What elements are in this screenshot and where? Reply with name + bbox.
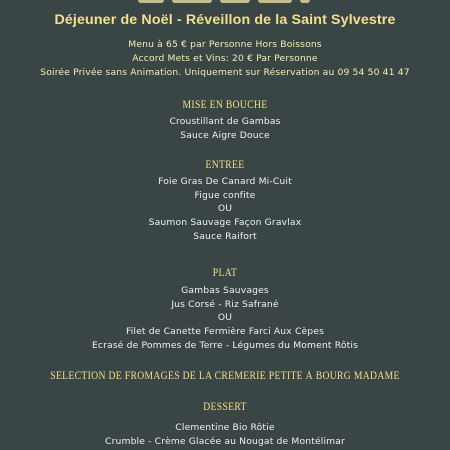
menu-item: Sauce Raifort bbox=[193, 231, 257, 242]
top-decoration-mark bbox=[300, 0, 310, 3]
reservation-notice: Soirée Privée sans Animation. Uniquement sur Réservation au 09 54 50 41 47 bbox=[40, 67, 410, 78]
section-title-mise-en-bouche: MISE EN BOUCHE bbox=[182, 99, 268, 111]
price-line: Menu à 65 € par Personne Hors Boissons bbox=[128, 39, 322, 50]
wine-pairing-line: Accord Mets et Vins: 20 € Par Personne bbox=[132, 53, 318, 64]
menu-item: Sauce Aigre Douce bbox=[180, 130, 270, 141]
menu-item-or: OU bbox=[217, 203, 233, 214]
top-decoration-mark bbox=[138, 0, 164, 3]
menu-item: Clementine Bio Rôtie bbox=[175, 422, 275, 433]
menu-item: Croustillant de Gambas bbox=[169, 116, 281, 127]
menu-item-or: OU bbox=[217, 312, 233, 323]
menu-item: Crumble - Crème Glacée au Nougat de Montélimar bbox=[105, 436, 345, 447]
top-decoration-mark bbox=[220, 0, 250, 3]
menu-item: Saumon Sauvage Façon Gravlax bbox=[148, 217, 302, 228]
top-decoration bbox=[0, 0, 450, 8]
menu-item: Gambas Sauvages bbox=[181, 285, 269, 296]
menu-item: Ecrasé de Pommes de Terre - Légumes du Moment Rôtis bbox=[91, 340, 359, 351]
menu-item: Jus Corsé - Riz Safrané bbox=[171, 299, 279, 310]
menu-item: Foie Gras De Canard Mi-Cuit bbox=[158, 176, 292, 187]
menu-item: Figue confite bbox=[194, 190, 256, 201]
top-decoration-mark bbox=[172, 0, 212, 3]
menu-title: Déjeuner de Noël - Réveillon de la Saint Sylvestre bbox=[54, 12, 396, 28]
section-title-dessert: DESSERT bbox=[203, 401, 247, 413]
section-title-fromages: SELECTION DE FROMAGES DE LA CREMERIE PETITE À BOURG MADAME bbox=[50, 370, 400, 382]
top-decoration-mark bbox=[258, 0, 292, 3]
menu-item: Filet de Canette Fermière Farci Aux Cèpes bbox=[125, 326, 325, 337]
section-title-entree: ENTREE bbox=[205, 159, 245, 171]
section-title-plat: PLAT bbox=[212, 267, 238, 279]
